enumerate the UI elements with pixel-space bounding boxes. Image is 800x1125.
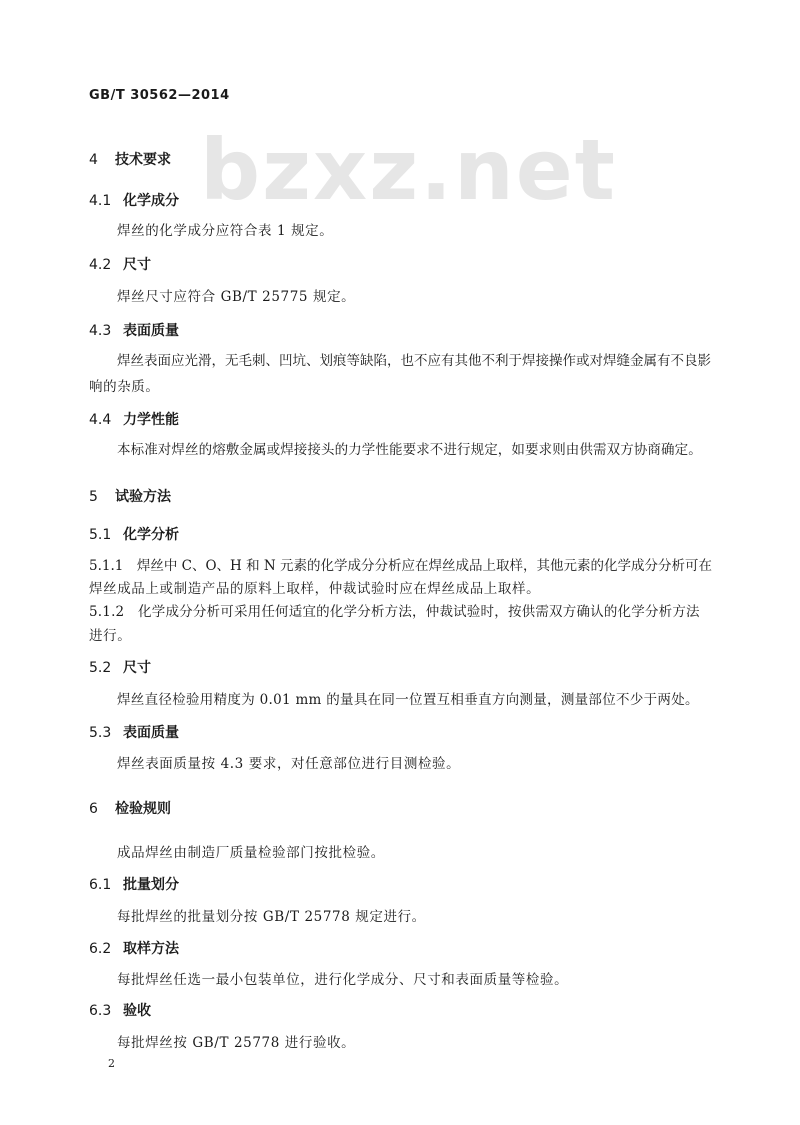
section-5-1-2-line1: 5.1.2 化学成分分析可采用任何适宜的化学分析方法，仲裁试验时，按供需双方确认的化学分析方法 bbox=[89, 604, 700, 620]
section-5-1-heading: 5.1 化学分析 bbox=[89, 527, 179, 543]
section-4-3-text-line1: 焊丝表面应光滑，无毛刺、凹坑、划痕等缺陷，也不应有其他不利于焊接操作或对焊缝金属有不良影 bbox=[117, 353, 711, 369]
section-5-1-2-line2: 进行。 bbox=[89, 628, 132, 644]
section-4-heading: 4 技术要求 bbox=[89, 152, 171, 168]
page-number: 2 bbox=[108, 1057, 115, 1070]
section-4-4-text: 本标准对焊丝的熔敷金属或焊接接头的力学性能要求不进行规定，如要求则由供需双方协商确定。 bbox=[117, 442, 702, 458]
section-4-3-heading: 4.3 表面质量 bbox=[89, 323, 179, 339]
standard-id: GB/T 30562—2014 bbox=[89, 88, 230, 103]
section-4-1-heading: 4.1 化学成分 bbox=[89, 193, 179, 209]
section-6-3-heading: 6.3 验收 bbox=[89, 1003, 151, 1019]
section-4-3-text-line2: 响的杂质。 bbox=[89, 379, 160, 395]
section-5-3-heading: 5.3 表面质量 bbox=[89, 725, 179, 741]
section-4-1-text: 焊丝的化学成分应符合表 1 规定。 bbox=[117, 223, 334, 239]
section-4-2-heading: 4.2 尺寸 bbox=[89, 257, 151, 273]
section-5-1-1-line2: 焊丝成品上或制造产品的原料上取样，仲裁试验时应在焊丝成品上取样。 bbox=[89, 581, 541, 597]
section-6-2-text: 每批焊丝任选一最小包装单位，进行化学成分、尺寸和表面质量等检验。 bbox=[117, 972, 569, 988]
section-6-2-heading: 6.2 取样方法 bbox=[89, 941, 179, 957]
section-5-1-1-line1: 5.1.1 焊丝中 C、O、H 和 N 元素的化学成分分析应在焊丝成品上取样，其他元素的化学成分分析可在 bbox=[89, 558, 712, 574]
section-4-4-heading: 4.4 力学性能 bbox=[89, 412, 179, 428]
section-5-3-text: 焊丝表面质量按 4.3 要求，对任意部位进行目测检验。 bbox=[117, 756, 461, 772]
section-5-heading: 5 试验方法 bbox=[89, 489, 171, 505]
section-6-1-text: 每批焊丝的批量划分按 GB/T 25778 规定进行。 bbox=[117, 909, 426, 925]
section-6-text: 成品焊丝由制造厂质量检验部门按批检验。 bbox=[117, 845, 385, 861]
watermark: bzxz.net bbox=[200, 121, 617, 219]
section-6-3-text: 每批焊丝按 GB/T 25778 进行验收。 bbox=[117, 1035, 356, 1051]
section-6-heading: 6 检验规则 bbox=[89, 801, 171, 817]
section-6-1-heading: 6.1 批量划分 bbox=[89, 877, 179, 893]
section-4-2-text: 焊丝尺寸应符合 GB/T 25775 规定。 bbox=[117, 289, 356, 305]
section-5-2-heading: 5.2 尺寸 bbox=[89, 660, 151, 676]
section-5-2-text: 焊丝直径检验用精度为 0.01 mm 的量具在同一位置互相垂直方向测量，测量部位不少于两处。 bbox=[117, 692, 699, 708]
